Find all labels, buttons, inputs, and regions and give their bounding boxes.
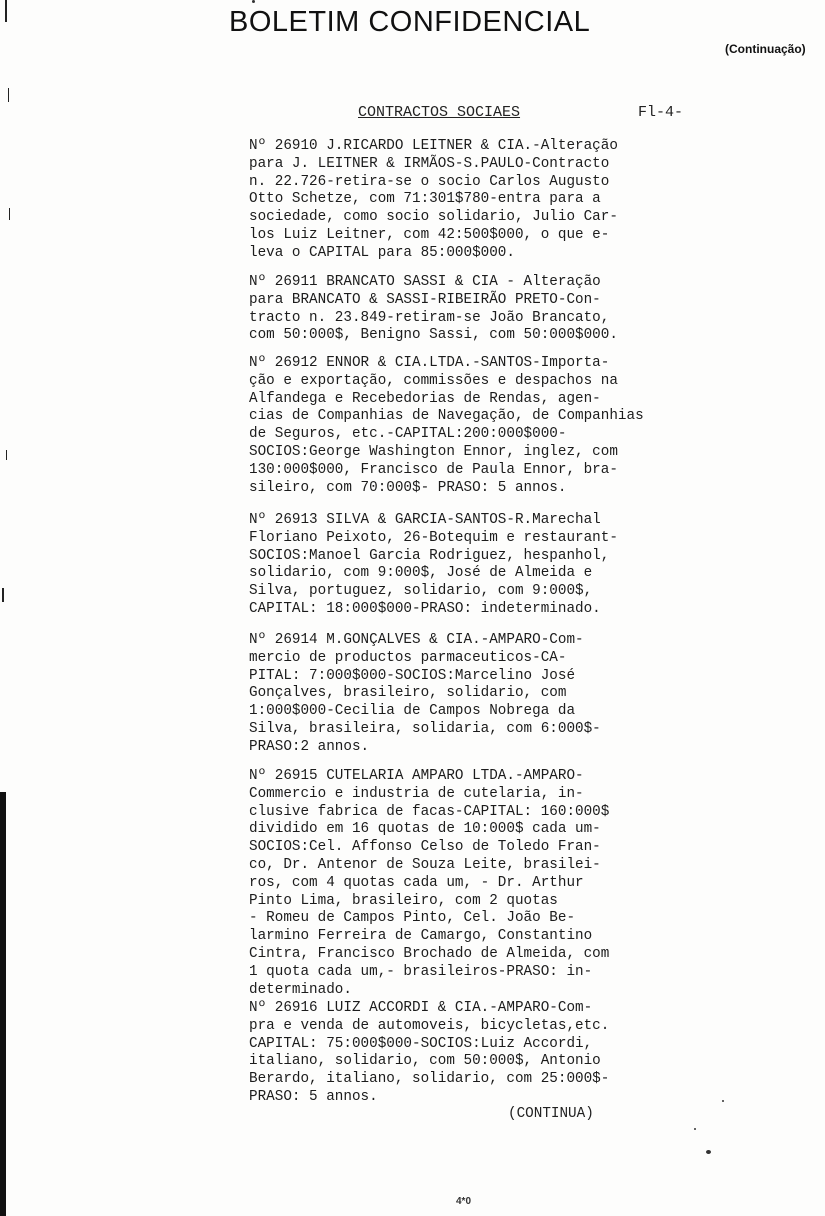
continuation-label: (Continuação)	[725, 42, 806, 56]
continua-label: (CONTINUA)	[508, 1106, 594, 1122]
scan-mark	[9, 208, 10, 220]
scan-speck	[722, 1100, 724, 1102]
entry-26910: Nº 26910 J.RICARDO LEITNER & CIA.-Alteração para J. LEITNER & IRMÃOS-S.PAULO-Contracto n. 22.726-retira-se o socio Carlos Augusto Otto Schetze, com 71:301$780-entra para a sociedade, como socio solidario, Julio Car- los Luiz Leitner, com 42:500$000, o que e- leva o CAPITAL para 85:000$000.	[249, 138, 618, 261]
scan-edge-shadow	[0, 792, 6, 1216]
entry-26916: Nº 26916 LUIZ ACCORDI & CIA.-AMPARO-Com- pra e venda de automoveis, bicycletas,etc. CAPITAL: 75:000$000-SOCIOS:Luiz Accordi, italiano, solidario, com 50:000$, Antonio Berardo, italiano, solidario, com 25:000$- PRASO: 5 annos.	[249, 1000, 610, 1105]
entry-26914: Nº 26914 M.GONÇALVES & CIA.-AMPARO-Com- mercio de productos parmaceuticos-CA- PITAL: 7:000$000-SOCIOS:Marcelino José Gonçalves, brasileiro, solidario, com 1:000$000-Cecilia de Campos Nobrega da Silva, brasileira, solidaria, com 6:000$- PRASO:2 annos.	[249, 632, 601, 755]
entry-26913: Nº 26913 SILVA & GARCIA-SANTOS-R.Marechal Floriano Peixoto, 26-Botequim e restaurant- SOCIOS:Manoel Garcia Rodriguez, hespanhol, solidario, com 9:000$, José de Almeida e Silva, portuguez, solidario, com 9:000$, CAPITAL: 18:000$000-PRASO: indeterminado.	[249, 512, 618, 617]
scan-mark	[5, 0, 7, 22]
entry-26911: Nº 26911 BRANCATO SASSI & CIA - Alteração para BRANCATO & SASSI-RIBEIRÃO PRETO-Con- tracto n. 23.849-retiram-se João Brancato, com 50:000$, Benigno Sassi, com 50:000$000.	[249, 274, 618, 344]
scan-speck	[252, 0, 255, 3]
scan-mark	[6, 450, 7, 460]
section-title: CONTRACTOS SOCIAES	[358, 104, 521, 121]
document-title: BOLETIM CONFIDENCIAL	[229, 6, 591, 38]
scan-speck	[706, 1150, 711, 1154]
entry-26912: Nº 26912 ENNOR & CIA.LTDA.-SANTOS-Importa- ção e exportação, commissões e despachos na Alfandega e Recebedorias de Rendas, agen- cias de Companhias de Navegação, de Companhias de Seguros, etc.-CAPITAL:200:000$000- SOCIOS:George Washington Ennor, inglez, com 130:000$000, Francisco de Paula Ennor, bra- sileiro, com 70:000$- PRASO: 5 annos.	[249, 355, 644, 496]
scan-speck	[694, 1128, 696, 1130]
page-number: Fl-4-	[638, 104, 684, 121]
footer-mark: 4*0	[456, 1196, 472, 1207]
scan-mark	[2, 588, 4, 602]
scan-mark	[8, 88, 9, 102]
entry-26915: Nº 26915 CUTELARIA AMPARO LTDA.-AMPARO- Commercio e industria de cutelaria, in- clusive fabrica de facas-CAPITAL: 160:000$ dividido em 16 quotas de 10:000$ cada um- SOCIOS:Cel. Affonso Celso de Toledo Fran- co, Dr. Antenor de Souza Leite, brasilei- ros, com 4 quotas cada um, - Dr. Arthur Pinto Lima, brasileiro, com 2 quotas - Romeu de Campos Pinto, Cel. João Be- larmino Ferreira de Camargo, Constantino Cintra, Francisco Brochado de Almeida, com 1 quota cada um,- brasileiros-PRASO: in- determinado.	[249, 768, 610, 998]
